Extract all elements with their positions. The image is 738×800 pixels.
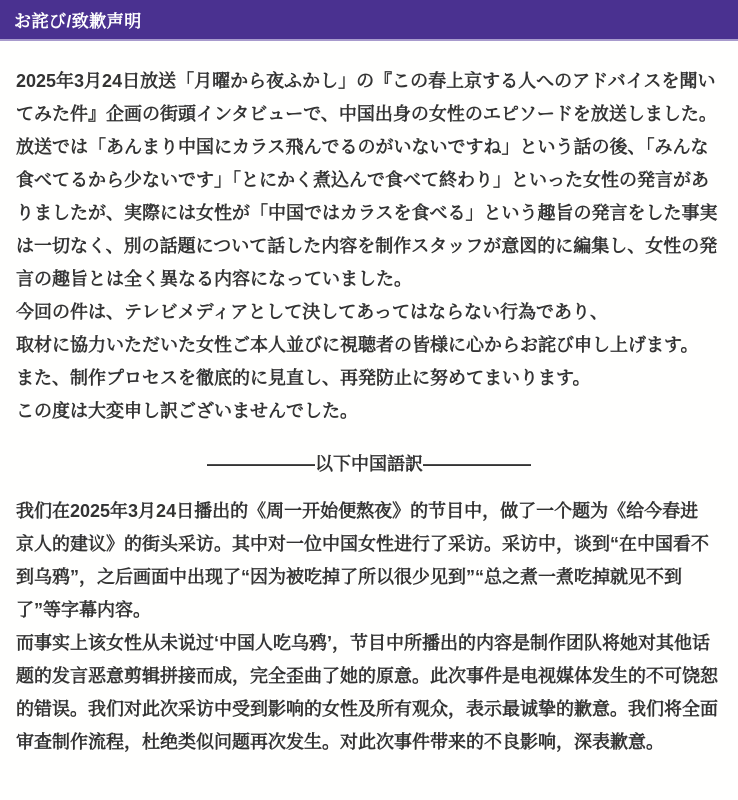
statement-content [0,65,738,759]
jp-statement-line: また、制作プロセスを徹底的に見直し、再発防止に努めてまいります。 [16,368,591,388]
cn-statement-line: 题的发言恶意剪辑拼接而成，完全歪曲了她的原意。此次事件是电视媒体发生的不可饶恕 [16,666,718,686]
jp-statement-line: 取材に協力いただいた女性ご本人並びに視聴者の皆様に心からお詫び申し上げます。 [16,335,699,355]
cn-statement-line: 的错误。我们对此次采访中受到影响的女性及所有观众，表示最诚挚的歉意。我们将全面 [16,699,718,719]
jp-statement-line: 2025年3月24日放送「月曜から夜ふかし」の『この春上京する人へのアドバイスを聞い [16,71,716,91]
jp-statement-line: 食べてるから少ないです」「とにかく煮込んで食べて終わり」といった女性の発言があ [16,170,709,190]
cn-statement-line: 而事实上该女性从未说过‘中国人吃乌鸦’，节目中所播出的内容是制作团队将她对其他话 [16,633,710,653]
header-bar [0,0,738,41]
cn-statement-line: 京人的建议》的街头采访。其中对一位中国女性进行了采访。采访中，谈到“在中国看不 [16,534,709,554]
cn-statement-line: 我们在2025年3月24日播出的《周一开始便熬夜》的节目中，做了一个题为《给今春进 [16,501,699,521]
jp-statement-line: この度は大変申し訳ございませんでした。 [16,401,358,421]
jp-statement-line: は一切なく、別の話題について話した内容を制作スタッフが意図的に編集し、女性の発 [16,236,718,256]
jp-statement-line: 放送では「あんまり中国にカラス飛んでるのがいないですね」という話の後、「みんな [16,137,709,157]
jp-statement-line: てみた件』企画の街頭インタビューで、中国出身の女性のエピソードを放送しました。 [16,104,717,124]
japanese-statement [16,65,722,428]
cn-statement-line: 审查制作流程，杜绝类似问题再次发生。对此次事件带来的不良影响，深表歉意。 [16,732,664,752]
cn-statement-line: 到乌鸦”，之后画面中出现了“因为被吃掉了所以很少见到”“总之煮一煮吃掉就见不到 [16,567,682,587]
chinese-statement [16,495,722,759]
jp-statement-line: りましたが、実際には女性が「中国ではカラスを食べる」という趣旨の発言をした事実 [16,203,718,223]
jp-statement-line: 言の趣旨とは全く異なる内容になっていました。 [16,269,412,289]
cn-statement-line: 了”等字幕内容。 [16,600,151,620]
jp-statement-line: 今回の件は、テレビメディアとして決してあってはならない行為であり、 [16,302,609,322]
translation-divider: ――――――以下中国語訳―――――― [207,454,531,474]
page-title: お詫び/致歉声明 [14,12,142,31]
